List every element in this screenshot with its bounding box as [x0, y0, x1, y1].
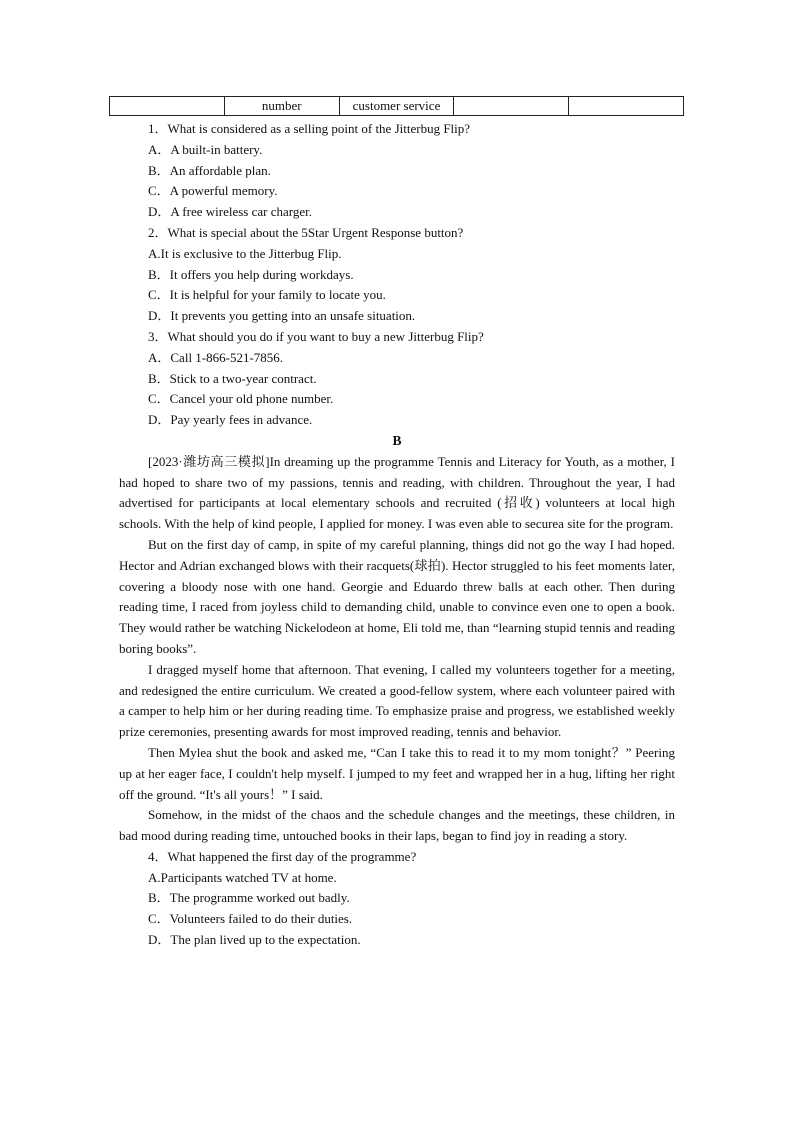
table-cell [110, 97, 225, 115]
answer-option: A.It is exclusive to the Jitterbug Flip. [148, 245, 342, 261]
answer-option: D．The plan lived up to the expectation. [148, 932, 361, 948]
table-cell: number [225, 97, 340, 115]
table-cell: customer service [340, 97, 455, 115]
question-stem: 1．What is considered as a selling point of the Jitterbug Flip? [148, 121, 471, 136]
answer-option: B．It offers you help during workdays. [148, 266, 354, 282]
answer-option: C．Volunteers failed to do their duties. [148, 911, 353, 927]
section-title: B [392, 432, 402, 448]
answer-option: B．Stick to a two-year contract. [148, 370, 317, 386]
answer-option: B．An affordable plan. [148, 162, 271, 178]
answer-option: D．It prevents you getting into an unsafe situation. [148, 308, 416, 324]
passage-paragraph: But on the first day of camp, in spite of my careful planning, things did not go the way I had hoped. Hector and Adrian exchanged blows with their racquets(球拍). Hector struggled to his feet moments later, covering a bloody nose with one hand. Georgie and Eduardo threw balls at each other. Then during reading time, I raced from joyless child to demanding child, unable to convince even one to open a book. They would rather be watching Nickelodeon at home, Eli told me, than “learning stupid tennis and reading boring books”. [119, 536, 675, 656]
passage-paragraph: Then Mylea shut the book and asked me, “Can I take this to read it to my mom tonight？” Peering up at her eager face, I couldn't help myself. I jumped to my feet and wrapped her in a hug, lifting her right off the ground. “It's all yours！” I said. [119, 744, 675, 802]
answer-option: A.Participants watched TV at home. [148, 869, 337, 885]
passage-paragraph: Somehow, in the midst of the chaos and the schedule changes and the meetings, these children, in bad mood during reading time, untouched books in their laps, began to find joy in reading a story. [119, 807, 675, 844]
answer-option: D．Pay yearly fees in advance. [148, 412, 313, 428]
table-cell [454, 97, 569, 115]
answer-option: A．A built-in battery. [148, 141, 263, 157]
passage-paragraph: I dragged myself home that afternoon. That evening, I called my volunteers together for a meeting, and redesigned the entire curriculum. We created a good-fellow system, where each volunteer paired with a camper to help him or her during reading time. To emphasize praise and progress, we established weekly prize ceremonies, presenting awards for most improved reading, tennis and behavior. [119, 661, 675, 740]
answer-option: C．Cancel your old phone number. [148, 391, 334, 407]
question-stem: 3．What should you do if you want to buy a new Jitterbug Flip? [148, 328, 484, 344]
answer-option: A．Call 1-866-521-7856. [148, 349, 284, 365]
passage-paragraph: [2023·潍坊高三模拟]In dreaming up the programme Tennis and Literacy for Youth, as a mother, I had hoped to share two of my passions, tennis and reading, with children. Throughout the year, I had advertised for participants at local elementary schools and recruited (招收) volunteers at local high schools. With the help of kind people, I applied for money. I was even able to securea site for the program. [119, 453, 675, 532]
question-stem: 2．What is special about the 5Star Urgent Response button? [148, 224, 464, 240]
document-body [119, 119, 675, 951]
table-cell [569, 97, 683, 115]
question-stem: 4．What happened the first day of the programme? [148, 848, 417, 864]
answer-option: B．The programme worked out badly. [148, 890, 350, 906]
table-row [109, 96, 684, 116]
answer-option: C．A powerful memory. [148, 183, 278, 199]
answer-option: D．A free wireless car charger. [148, 204, 312, 220]
answer-option: C．It is helpful for your family to locate you. [148, 287, 386, 303]
